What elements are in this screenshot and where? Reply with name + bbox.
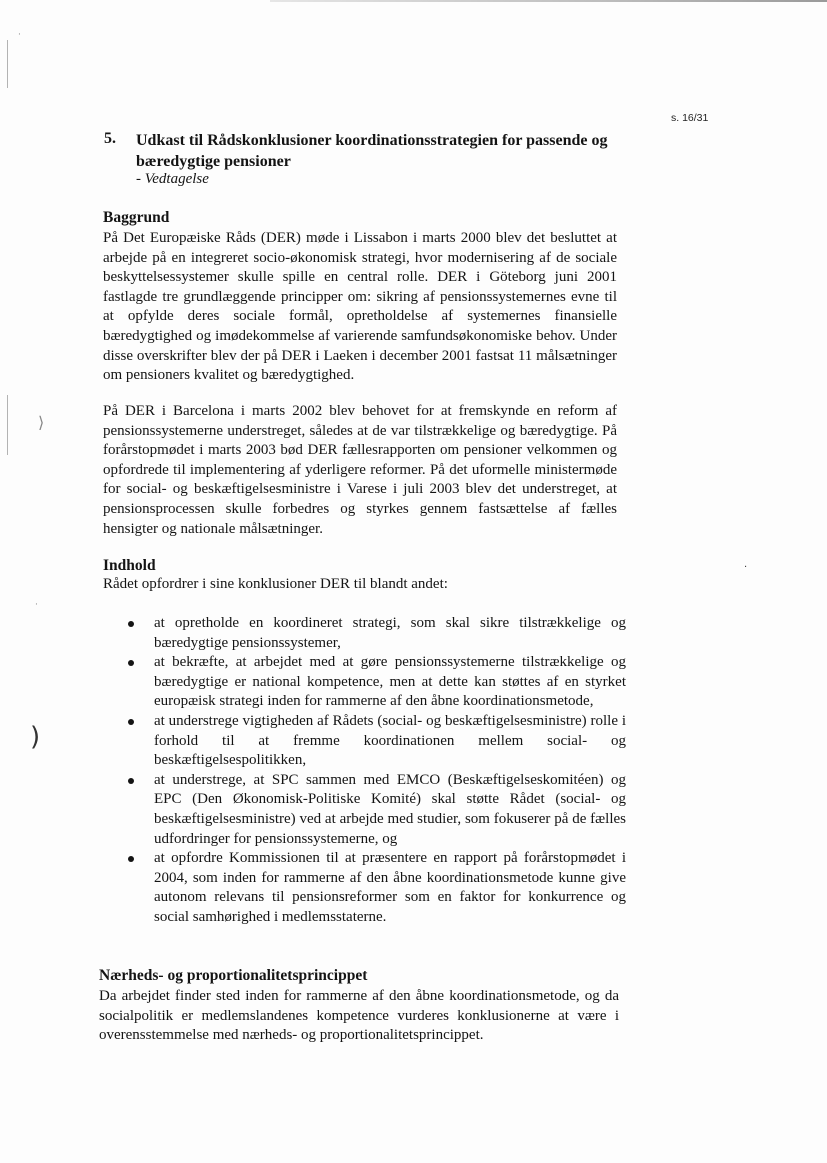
bullet-icon bbox=[128, 856, 134, 862]
list-item-text: at understrege vigtigheden af Rådets (social- og beskæftigelsesministre) rolle i forhold til at fremme koordinationen mellem social- og beskæftigelsespolitikken, bbox=[154, 712, 626, 769]
list-item bbox=[126, 849, 626, 927]
list-item bbox=[126, 712, 626, 771]
agenda-item-subtitle: - Vedtagelse bbox=[136, 171, 209, 187]
scan-speck: · bbox=[744, 562, 748, 573]
scan-speck: · bbox=[35, 600, 38, 610]
list-item-text: at bekræfte, at arbejdet med at gøre pensionssystemerne tilstrækkelige og bæredygtige er national kompetence, men at dette kan støttes af en styrket europæisk strategi inden for rammerne af den åbne koordinationsmetode, bbox=[154, 654, 626, 710]
agenda-item-number: 5. bbox=[104, 130, 116, 147]
content-intro: Rådet opfordrer i sine konklusioner DER til blandt andet: bbox=[103, 576, 448, 592]
bullet-icon bbox=[128, 719, 134, 725]
list-item-text: at opfordre Kommissionen til at præsentere en rapport på forårstopmødet i 2004, som inden for rammerne af den åbne koordinationsmetode kunne give autonom relevans til pensionsreformer som en faktor for konkurrence og social samhørighed i medlemsstaterne. bbox=[154, 850, 626, 925]
scan-edge-top bbox=[270, 0, 827, 2]
subsidiarity-paragraph: Da arbejdet finder sted inden for rammerne af den åbne koordinationsmetode, og da socialpolitik er medlemslandenes kompetence vurderes konklusionerne at være i overensstemmelse med nærheds- og proportionalitetsprincippet. bbox=[99, 988, 619, 1044]
page-number: s. 16/31 bbox=[671, 112, 709, 124]
scan-edge-left-middle bbox=[7, 395, 8, 455]
list-item bbox=[126, 614, 626, 653]
subsidiarity-heading: Nærheds- og proportionalitetsprincippet bbox=[99, 967, 368, 984]
list-item-text: at understrege, at SPC sammen med EMCO (Beskæftigelseskomitéen) og EPC (Den Økonomisk-Politiske Komité) skal støtte Rådet (social- og beskæftigelsesministre) ved at arbejde med studier, som fokuserer på de fælles udfordringer for pensionssystemerne, og bbox=[154, 771, 626, 847]
agenda-item-title: Udkast til Rådskonklusioner koordinationsstrategien for passende og bæredygtige pensioner bbox=[136, 132, 608, 170]
content-heading: Indhold bbox=[103, 557, 156, 574]
list-item-text: at opretholde en koordineret strategi, som skal sikre tilstrækkelige og bæredygtige pensionssystemer, bbox=[154, 615, 626, 651]
punch-hole-mark: ) bbox=[30, 722, 41, 752]
background-paragraph-2: På DER i Barcelona i marts 2002 blev behovet for at fremskynde en reform af pensionssystemerne understreget, således at de var tilstrækkelige og bæredygtige. På forårstopmødet i marts 2003 bød DER fællesrapporten om pensioner velkommen og opfordrede til implementering af yderligere reformer. På det uformelle ministermøde for social- og beskæftigelsesministre i Varese i juli 2003 blev det understreget, at pensionsprocessen skulle forbedres og styrkes gennem fastsættelse af fælles hensigter og nationale målsætninger. bbox=[103, 403, 617, 537]
conclusions-list bbox=[126, 614, 626, 928]
list-item bbox=[126, 771, 626, 849]
bullet-icon bbox=[128, 621, 134, 627]
bullet-icon bbox=[128, 778, 134, 784]
scan-speck: ⟩ bbox=[38, 413, 45, 432]
background-heading: Baggrund bbox=[103, 209, 170, 226]
bullet-icon bbox=[128, 660, 134, 666]
background-paragraph-1: På Det Europæiske Råds (DER) møde i Lissabon i marts 2000 blev det besluttet at arbejde på en integreret socio-økonomisk strategi, hvor modernisering af de sociale beskyttelsessystemer skulle spille en central rolle. DER i Göteborg juni 2001 fastlagde tre grundlæggende principper om: sikring af pensionssystemernes evne til at opfylde deres sociale formål, opretholdelse af systemernes finansielle bæredygtighed og imødekommelse af varierende samfundsøkonomiske behov. Under disse overskrifter blev der på DER i Laeken i december 2001 fastsat 11 målsætninger om pensioners kvalitet og bæredygtighed. bbox=[103, 230, 617, 384]
scan-edge-left-upper bbox=[7, 40, 8, 88]
scan-speck: · bbox=[18, 30, 21, 40]
list-item bbox=[126, 653, 626, 712]
